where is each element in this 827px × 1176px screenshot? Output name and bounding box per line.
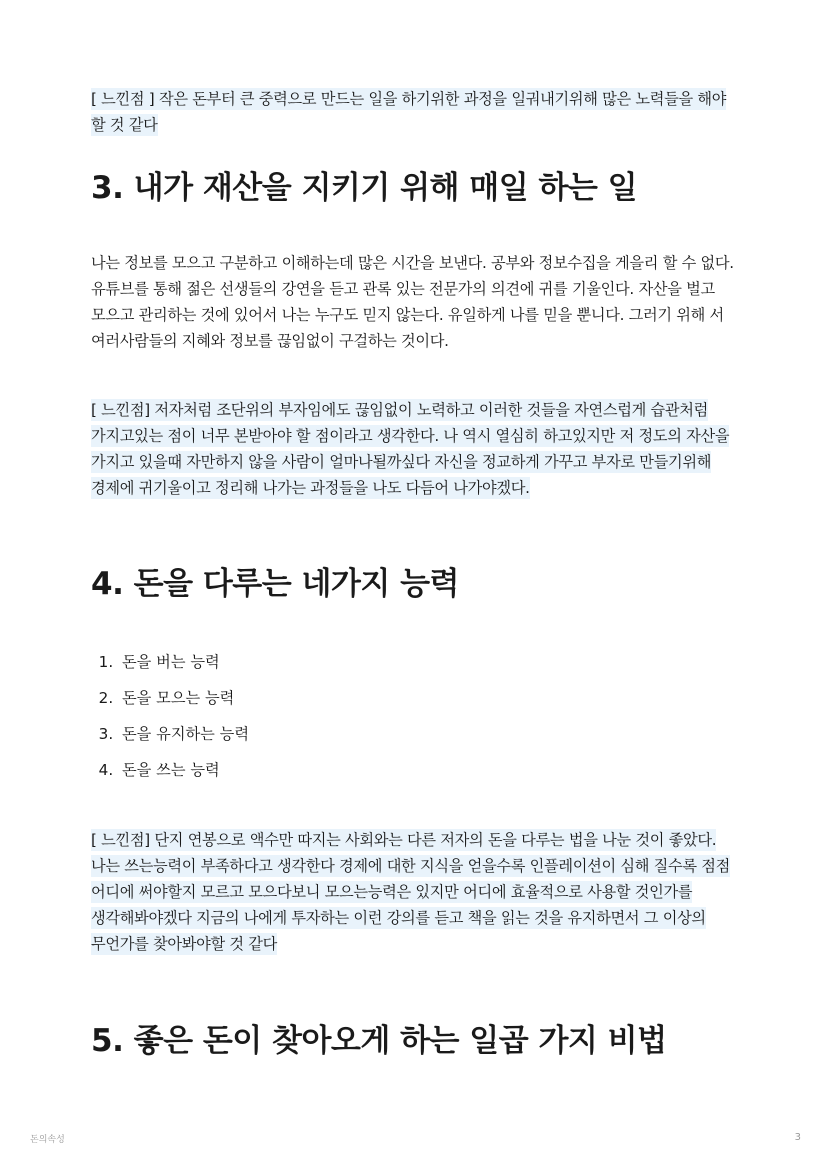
- intro-reflection-text: [ 느낀점 ] 작은 돈부터 큰 중력으로 만드는 일을 하기위한 과정을 일궈내기위해 많은 노력들을 해야 할 것 같다: [91, 90, 727, 134]
- section3-heading: 3. 내가 재산을 지키기 위해 매일 하는 일: [91, 170, 638, 206]
- section3-body: 나는 정보를 모으고 구분하고 이해하는데 많은 시간을 보낸다. 공부와 정보수집을 게을리 할 수 없다. 유튜브를 통해 젊은 선생들의 강연을 듣고 관록 있는 전문가의 의견에 귀를 기울인다. 자산을 벌고 모으고 관리하는 것에 있어서 나는 누구도 믿지 않는다. 유일하게 나를 믿을 뿐니다. 그러기 위해 서 여러사람들의 지혜와 정보를 끊임없이 구걸하는 것이다.: [91, 254, 734, 350]
- section3-reflection-text: [ 느낀점] 저자처럼 조단위의 부자임에도 끊임없이 노력하고 이러한 것들을 자연스럽게 습관처럼 가지고있는 점이 너무 본받아야 할 점이라고 생각한다. 나 역시 열심히 하고있지만 저 정도의 자산을 가지고 있을때 자만하지 않을 사람이 얼마나될까싶다 자신을 정교하게 가꾸고 부자로 만들기위해 경제에 귀기울이고 정리해 나가는 과정들을 나도 다듬어 나가야겠다.: [91, 401, 730, 497]
- intro-reflection: [91, 86, 739, 138]
- section3-reflection: [91, 397, 741, 501]
- list-item: 2. 돈을 모으는 능력: [118, 680, 718, 716]
- abilities-list: [91, 644, 718, 788]
- list-item: 4. 돈을 쓰는 능력: [118, 752, 718, 788]
- footer-doc-title: 돈의속성: [30, 1135, 65, 1145]
- section4-reflection-text: [ 느낀점] 단지 연봉으로 액수만 따지는 사회와는 다른 저자의 돈을 다루는 법을 나눈 것이 좋았다. 나는 쓰는능력이 부족하다고 생각한다 경제에 대한 지식을 얻을수록 인플레이션이 심해 질수록 점점 어디에 써야할지 모르고 모으다보니 모으는능력은 있지만 어디에 효율적으로 사용할 것인가를 생각해봐야겠다 지금의 나에게 투자하는 이런 강의를 듣고 책을 읽는 것을 유지하면서 그 이상의 무언가를 찾아봐야할 것 같다: [91, 831, 731, 953]
- footer-page-number: 3: [794, 1132, 801, 1143]
- section4-heading: 4. 돈을 다루는 네가지 능력: [91, 566, 459, 602]
- list-item: 1. 돈을 버는 능력: [118, 644, 718, 680]
- section5-heading: 5. 좋은 돈이 찾아오게 하는 일곱 가지 비법: [91, 1023, 667, 1059]
- section4-reflection: [91, 827, 739, 957]
- list-item: 3. 돈을 유지하는 능력: [118, 716, 718, 752]
